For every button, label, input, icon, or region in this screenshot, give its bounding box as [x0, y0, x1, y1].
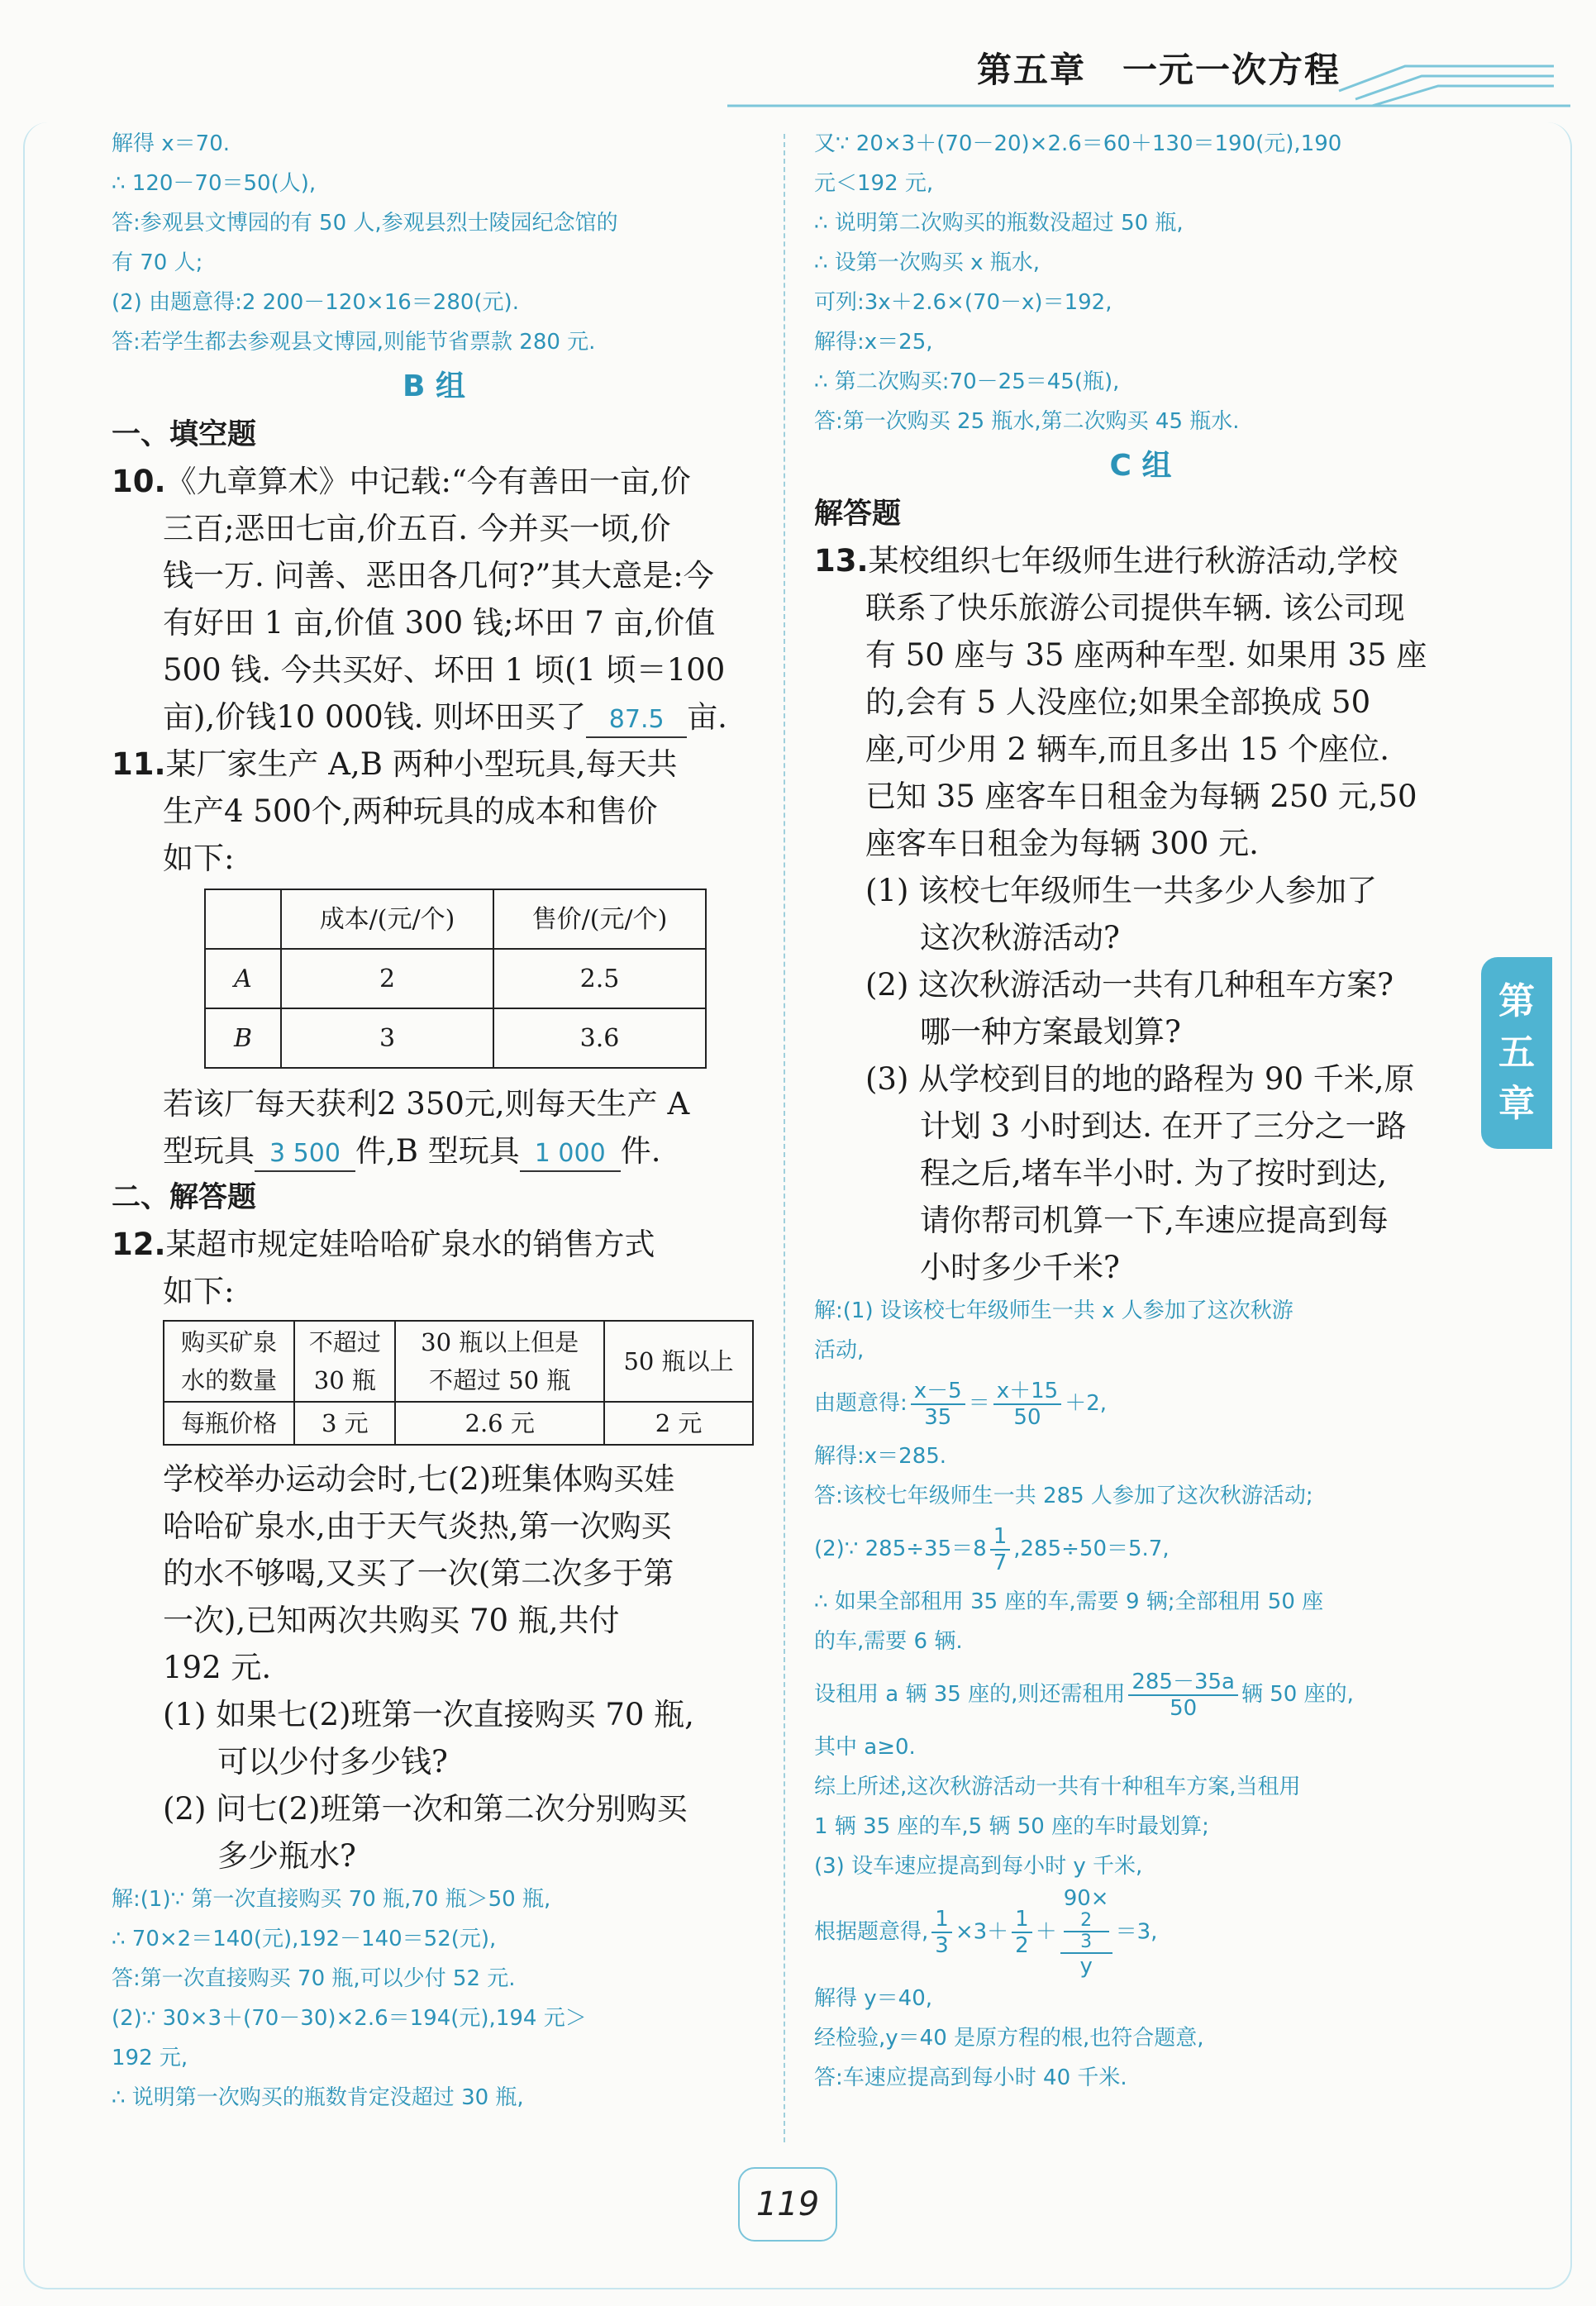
sub-question: 这次秋游活动? — [920, 920, 1120, 955]
tab-char: 五 — [1498, 1032, 1535, 1074]
question-text: 联系了快乐旅游公司提供车辆. 该公司现 — [865, 590, 1405, 626]
sub-question: (2) 这次秋游活动一共有几种租车方案? — [865, 967, 1394, 1003]
table-header: 不超过 — [308, 1328, 381, 1356]
group-c-heading: C 组 — [1109, 449, 1172, 483]
table-header: 水的数量 — [181, 1366, 278, 1394]
question-text: 学校举办运动会时,七(2)班集体购买娃 — [163, 1461, 675, 1497]
answer-line: 又∵ 20×3＋(70－20)×2.6＝60＋130＝190(元),190 — [814, 131, 1342, 156]
question-text: 某超市规定娃哈哈矿泉水的销售方式 — [165, 1227, 655, 1262]
answer-line: 答:第一次购买 25 瓶水,第二次购买 45 瓶水. — [814, 409, 1240, 434]
table-cell: 3.6 — [493, 1008, 706, 1068]
answer-line: (2) 由题意得:2 200－120×16＝280(元). — [112, 290, 519, 315]
answer-line: 答:车速应提高到每小时 40 千米. — [814, 2065, 1127, 2090]
sub-question: (1) 该校七年级师生一共多少人参加了 — [865, 873, 1378, 908]
table-header: 成本/(元/个) — [281, 889, 493, 949]
chapter-side-tab — [1481, 957, 1552, 1149]
answer-line: ∴ 说明第二次购买的瓶数没超过 50 瓶, — [814, 211, 1184, 236]
table-header: 50 瓶以上 — [604, 1321, 753, 1402]
answer-line: 解得 x＝70. — [112, 131, 231, 156]
question-text: 192 元. — [163, 1650, 272, 1685]
answer-line: 可列:3x＋2.6×(70－x)＝192, — [814, 290, 1112, 315]
sub-question: 小时多少千米? — [920, 1250, 1120, 1285]
sub-question: 程之后,堵车半小时. 为了按时到达, — [920, 1155, 1388, 1191]
answer-line: ∴ 120－70＝50(人), — [112, 171, 317, 196]
table-header: 30 瓶 — [313, 1366, 376, 1394]
question-number: 10. — [112, 464, 166, 499]
table-cell: 2.6 元 — [395, 1402, 604, 1445]
tab-char: 章 — [1498, 1083, 1535, 1125]
answer-line: 解得:x＝25, — [814, 330, 933, 355]
answer-line: 答:若学生都去参观县文博园,则能节省票款 280 元. — [112, 330, 596, 355]
answer-line: 答:该校七年级师生一共 285 人参加了这次秋游活动; — [814, 1484, 1313, 1508]
answer-line: 综上所述,这次秋游活动一共有十种租车方案,当租用 — [814, 1775, 1301, 1799]
table-cell: 每瓶价格 — [164, 1402, 294, 1445]
question-number: 12. — [112, 1227, 166, 1262]
sub-question: (1) 如果七(2)班第一次直接购买 70 瓶, — [163, 1697, 694, 1732]
table-cell: 3 — [281, 1008, 493, 1068]
table-cell: A — [205, 949, 281, 1008]
question-text: 若该厂每天获利2 350元,则每天生产 A — [163, 1086, 690, 1122]
question-text: 某校组织七年级师生进行秋游活动,学校 — [868, 543, 1398, 579]
question-text: 件. — [620, 1133, 661, 1169]
answer-line: ∴ 第二次购买:70－25＝45(瓶), — [814, 369, 1120, 394]
question-text: 钱一万. 问善、恶田各几何?”其大意是:今 — [163, 558, 714, 593]
sub-question: (2) 问七(2)班第一次和第二次分别购买 — [163, 1791, 688, 1827]
table-header: 售价/(元/个) — [493, 889, 706, 949]
table-header — [205, 889, 281, 949]
answer-line: 答:参观县文博园的有 50 人,参观县烈士陵园纪念馆的 — [112, 211, 618, 236]
table-cell: B — [205, 1008, 281, 1068]
sub-question: 可以少付多少钱? — [217, 1744, 448, 1780]
answer-line: ∴ 70×2＝140(元),192－140＝52(元), — [112, 1927, 497, 1951]
question-text: 型玩具 — [163, 1133, 255, 1169]
question-10 — [112, 458, 756, 741]
question-13 — [814, 537, 1467, 1291]
question-text: 哈哈矿泉水,由于天气炎热,第一次购买 — [163, 1508, 672, 1544]
question-text: 500 钱. 今共买好、坏田 1 顷(1 顷＝100 — [163, 652, 726, 688]
sub-question: 多少瓶水? — [217, 1838, 356, 1874]
sub-question: 请你帮司机算一下,车速应提高到每 — [920, 1203, 1389, 1238]
answer-equation: 根据题意得, $\frac{1}{3}$ ×3＋ $\frac{1}{2}$ ＋ 90× 2 3 y ＝3, — [814, 1886, 1158, 1979]
question-text: 生产4 500个,两种玩具的成本和售价 — [163, 793, 658, 829]
answer-equation: 由题意得: $\frac{x-5}{35}$ ＝ $\frac{x+15}{50}$ ＋2, — [814, 1378, 1108, 1430]
section-solve: 解答题 — [814, 498, 902, 531]
answer-line: 经检验,y＝40 是原方程的根,也符合题意, — [814, 2026, 1204, 2051]
cost-price-table — [204, 889, 707, 1069]
question-text: 件,B 型玩具 — [355, 1133, 520, 1169]
question-12 — [112, 1221, 756, 1880]
table-header: 30 瓶以上但是 — [421, 1328, 579, 1356]
question-text: 三百;恶田七亩,价五百. 今并买一顷,价 — [163, 511, 671, 546]
answer-line: 其中 a≥0. — [814, 1735, 916, 1760]
question-number: 11. — [112, 746, 166, 782]
answer-line: 解得 y＝40, — [814, 1986, 933, 2011]
sub-question: 计划 3 小时到达. 在开了三分之一路 — [920, 1108, 1407, 1144]
answer-blank: 87.5 — [586, 703, 687, 738]
answer-line: ∴ 说明第一次购买的瓶数肯定没超过 30 瓶, — [112, 2085, 524, 2110]
table-cell: 3 元 — [294, 1402, 395, 1445]
question-text: 已知 35 座客车日租金为每辆 250 元,50 — [865, 779, 1417, 814]
table-header: 不超过 50 瓶 — [429, 1366, 571, 1394]
column-divider — [784, 134, 785, 2142]
price-table — [163, 1320, 754, 1446]
answer-line: 活动, — [814, 1338, 865, 1363]
answer-line: (2)∵ 30×3＋(70－30)×2.6＝194(元),194 元＞ — [112, 2006, 587, 2031]
question-number: 13. — [814, 543, 869, 579]
answer-line: 解得:x＝285. — [814, 1444, 947, 1469]
answer-line: (3) 设车速应提高到每小时 y 千米, — [814, 1854, 1143, 1879]
tab-char: 第 — [1498, 980, 1535, 1022]
answer-line: 解:(1) 设该校七年级师生一共 x 人参加了这次秋游 — [814, 1298, 1293, 1323]
answer-line: ∴ 设第一次购买 x 瓶水, — [814, 250, 1040, 275]
answer-line: 元＜192 元, — [814, 171, 934, 196]
answer-line: 有 70 人; — [112, 250, 203, 275]
question-text: 有 50 座与 35 座两种车型. 如果用 35 座 — [865, 637, 1427, 673]
group-b-heading: B 组 — [403, 369, 465, 403]
question-text: 一次),已知两次共购买 70 瓶,共付 — [163, 1603, 620, 1638]
answer-blank: 3 500 — [255, 1137, 355, 1172]
question-text: 的,会有 5 人没座位;如果全部换成 50 — [865, 684, 1371, 720]
right-column — [814, 124, 1467, 2098]
question-11 — [112, 741, 756, 1174]
left-column — [112, 124, 756, 2118]
page-number: 119 — [738, 2167, 837, 2242]
chapter-title: 第五章 一元一次方程 — [977, 50, 1341, 90]
sub-question: (3) 从学校到目的地的路程为 90 千米,原 — [865, 1061, 1415, 1097]
answer-line: 解:(1)∵ 第一次直接购买 70 瓶,70 瓶＞50 瓶, — [112, 1887, 551, 1912]
answer-blank: 1 000 — [520, 1137, 621, 1172]
question-text: 有好田 1 亩,价值 300 钱;坏田 7 亩,价值 — [163, 605, 716, 641]
answer-line: 的车,需要 6 辆. — [814, 1629, 963, 1654]
table-cell: 2 — [281, 949, 493, 1008]
answer-line: ∴ 如果全部租用 35 座的车,需要 9 辆;全部租用 50 座 — [814, 1589, 1324, 1614]
answer-equation: (2)∵ 285÷35＝8 $\frac{1}{7}$ ,285÷50＝5.7, — [814, 1523, 1170, 1575]
answer-equation: 设租用 a 辆 35 座的,则还需租用 $\frac{285-35a}{50}$ 辆 50 座的, — [814, 1669, 1354, 1721]
question-text: 某厂家生产 A,B 两种小型玩具,每天共 — [165, 746, 678, 782]
answer-line: 答:第一次直接购买 70 瓶,可以少付 52 元. — [112, 1966, 516, 1991]
section-solve: 二、解答题 — [112, 1181, 257, 1214]
question-text: 如下: — [163, 1274, 235, 1309]
question-text: 座,可少用 2 辆车,而且多出 15 个座位. — [865, 731, 1389, 767]
question-text: 亩),价钱10 000钱. 则坏田买了 — [163, 699, 587, 735]
sub-question: 哪一种方案最划算? — [920, 1014, 1181, 1050]
answer-line: 1 辆 35 座的车,5 辆 50 座的车时最划算; — [814, 1814, 1209, 1839]
question-text: 座客车日租金为每辆 300 元. — [865, 826, 1259, 861]
question-text: 的水不够喝,又买了一次(第二次多于第 — [163, 1556, 674, 1591]
question-text: 亩. — [687, 699, 727, 735]
question-text: 如下: — [163, 841, 235, 876]
answer-line: 192 元, — [112, 2046, 188, 2070]
section-fill-blank: 一、填空题 — [112, 418, 257, 451]
table-header: 购买矿泉 — [181, 1328, 278, 1356]
table-cell: 2.5 — [493, 949, 706, 1008]
question-text: 《九章算术》中记载:“今有善田一亩,价 — [165, 464, 691, 499]
table-cell: 2 元 — [604, 1402, 753, 1445]
